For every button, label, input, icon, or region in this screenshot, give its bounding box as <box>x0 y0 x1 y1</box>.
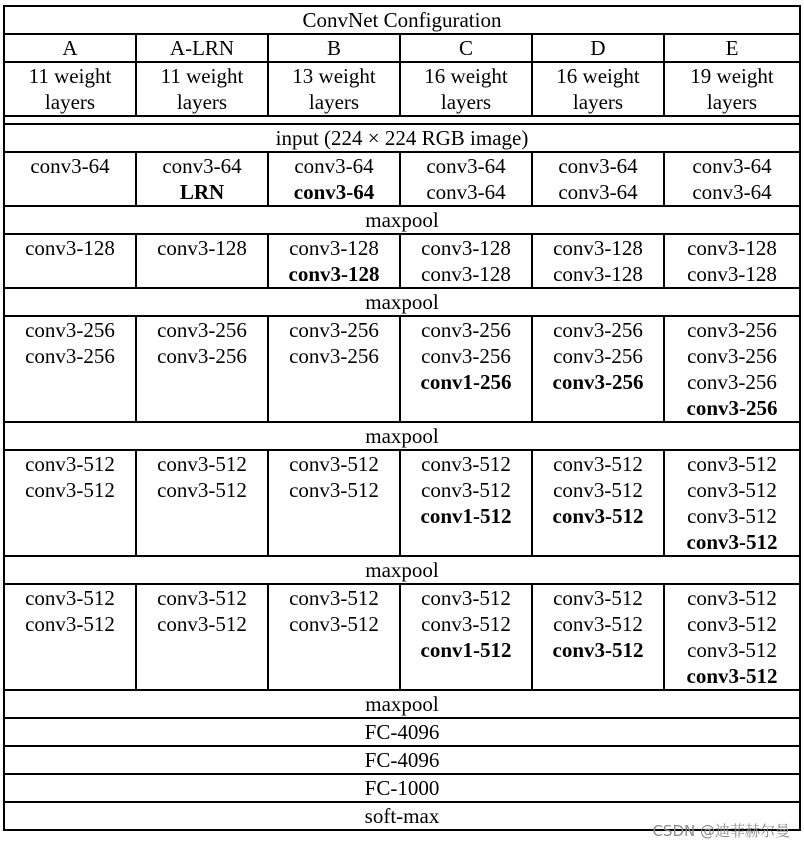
depth-line: layers <box>176 90 228 114</box>
depth-cell <box>664 62 800 116</box>
layer-label: conv3-256 <box>686 396 778 420</box>
column-header: D <box>532 34 664 62</box>
column-header: A <box>4 34 136 62</box>
table-title: ConvNet Configuration <box>4 6 800 34</box>
layer-label: conv3-512 <box>289 586 379 610</box>
layer-cell <box>400 450 532 556</box>
layer-cell <box>532 584 664 690</box>
layer-label: conv3-128 <box>421 262 511 286</box>
layer-block-row <box>4 450 800 556</box>
layer-cell <box>532 234 664 288</box>
maxpool-label-row <box>4 288 800 316</box>
layer-label: conv3-512 <box>421 612 511 636</box>
layer-label: conv3-64 <box>162 154 242 178</box>
layer-label: conv3-512 <box>553 612 643 636</box>
layer-block-row <box>4 234 800 288</box>
layer-cell <box>4 584 136 690</box>
layer-label: conv3-128 <box>553 236 643 260</box>
layer-label: conv3-64 <box>30 154 110 178</box>
layer-cell <box>136 450 268 556</box>
layer-label: conv1-256 <box>420 370 512 394</box>
layer-cell <box>4 316 136 422</box>
layer-label: conv3-512 <box>157 478 247 502</box>
layer-label: conv3-512 <box>421 478 511 502</box>
layer-label: conv3-512 <box>25 586 115 610</box>
depth-row <box>4 62 800 116</box>
layer-label: conv3-128 <box>687 262 777 286</box>
layer-cell <box>136 234 268 288</box>
maxpool-label-row <box>4 556 800 584</box>
maxpool-label: maxpool <box>4 556 800 584</box>
layer-label: conv3-64 <box>558 180 638 204</box>
maxpool-label: maxpool <box>4 422 800 450</box>
depth-line: 11 weight <box>28 64 112 88</box>
layer-block-row <box>4 584 800 690</box>
layer-cell <box>268 584 400 690</box>
layer-label: conv3-512 <box>686 664 778 688</box>
layer-cell <box>400 152 532 206</box>
depth-line: layers <box>308 90 360 114</box>
layer-label: conv3-256 <box>289 318 379 342</box>
column-header: C <box>400 34 532 62</box>
depth-line: 19 weight <box>690 64 774 88</box>
layer-label: conv3-512 <box>552 504 644 528</box>
layer-label: conv3-512 <box>25 478 115 502</box>
layer-label: LRN <box>179 180 225 204</box>
depth-line: 16 weight <box>556 64 640 88</box>
depth-line: layers <box>440 90 492 114</box>
maxpool-label: maxpool <box>4 288 800 316</box>
layer-label: conv3-128 <box>157 236 247 260</box>
tail-layer-label: FC-4096 <box>4 718 800 746</box>
layer-label: conv3-128 <box>288 262 380 286</box>
layer-label: conv3-512 <box>157 612 247 636</box>
depth-line: layers <box>706 90 758 114</box>
layer-cell <box>400 316 532 422</box>
layer-label: conv3-512 <box>289 478 379 502</box>
input-row-label: input (224 × 224 RGB image) <box>4 124 800 152</box>
layer-cell <box>664 316 800 422</box>
layer-label: conv3-512 <box>25 612 115 636</box>
depth-cell <box>532 62 664 116</box>
tail-layer-label: maxpool <box>4 690 800 718</box>
layer-cell <box>4 450 136 556</box>
layer-label: conv3-64 <box>692 154 772 178</box>
layer-label: conv3-128 <box>25 236 115 260</box>
layer-label: conv3-512 <box>421 452 511 476</box>
depth-cell <box>136 62 268 116</box>
maxpool-label-row <box>4 206 800 234</box>
layer-label: conv3-512 <box>289 452 379 476</box>
layer-label: conv3-512 <box>687 478 777 502</box>
column-header: E <box>664 34 800 62</box>
layer-label: conv3-64 <box>294 154 374 178</box>
depth-cell <box>400 62 532 116</box>
layer-label: conv3-512 <box>687 612 777 636</box>
layer-label: conv3-128 <box>289 236 379 260</box>
layer-label: conv3-256 <box>687 318 777 342</box>
layer-label: conv3-256 <box>289 344 379 368</box>
separator <box>4 116 800 124</box>
layer-label: conv3-128 <box>553 262 643 286</box>
layer-cell <box>664 584 800 690</box>
layer-label: conv3-64 <box>692 180 772 204</box>
convnet-config-table-wrapper <box>3 5 799 831</box>
layer-label: conv3-512 <box>157 452 247 476</box>
layer-block-row <box>4 316 800 422</box>
layer-cell <box>664 152 800 206</box>
layer-cell <box>268 450 400 556</box>
tail-layer-label-row <box>4 718 800 746</box>
layer-label: conv3-256 <box>157 344 247 368</box>
layer-cell <box>136 584 268 690</box>
tail-layer-label-row <box>4 746 800 774</box>
layer-label: conv3-128 <box>421 236 511 260</box>
layer-label: conv3-64 <box>426 180 506 204</box>
separator-row <box>4 116 800 124</box>
depth-line: layers <box>44 90 96 114</box>
layer-label: conv3-256 <box>687 344 777 368</box>
layer-cell <box>268 152 400 206</box>
layer-label: conv3-256 <box>553 344 643 368</box>
layer-label: conv3-512 <box>552 638 644 662</box>
depth-line: layers <box>572 90 624 114</box>
tail-layer-label: FC-4096 <box>4 746 800 774</box>
maxpool-label-row <box>4 422 800 450</box>
input-row-label-row <box>4 124 800 152</box>
layer-label: conv3-512 <box>289 612 379 636</box>
convnet-config-table <box>3 5 801 831</box>
layer-label: conv3-256 <box>421 318 511 342</box>
tail-layer-label: soft-max <box>4 802 800 830</box>
layer-label: conv3-256 <box>25 344 115 368</box>
watermark: CSDN @迪菲赫尔曼 <box>652 822 790 840</box>
depth-cell <box>268 62 400 116</box>
layer-label: conv1-512 <box>420 504 512 528</box>
layer-block-row <box>4 152 800 206</box>
layer-cell <box>136 152 268 206</box>
layer-cell <box>532 450 664 556</box>
layer-label: conv3-64 <box>293 180 375 204</box>
layer-cell <box>664 234 800 288</box>
layer-label: conv3-512 <box>686 530 778 554</box>
layer-cell <box>268 316 400 422</box>
layer-cell <box>400 234 532 288</box>
table-title-row <box>4 6 800 34</box>
depth-cell <box>4 62 136 116</box>
layer-cell <box>4 234 136 288</box>
maxpool-label: maxpool <box>4 206 800 234</box>
layer-label: conv3-256 <box>25 318 115 342</box>
layer-cell <box>532 152 664 206</box>
column-header: A-LRN <box>136 34 268 62</box>
layer-label: conv3-512 <box>687 452 777 476</box>
layer-label: conv3-64 <box>426 154 506 178</box>
depth-line: 11 weight <box>160 64 244 88</box>
depth-line: 16 weight <box>424 64 508 88</box>
column-header-row <box>4 34 800 62</box>
layer-label: conv3-256 <box>552 370 644 394</box>
tail-layer-label-row <box>4 690 800 718</box>
layer-label: conv3-512 <box>687 504 777 528</box>
tail-layer-label-row <box>4 774 800 802</box>
layer-label: conv3-512 <box>25 452 115 476</box>
layer-cell <box>4 152 136 206</box>
layer-label: conv3-512 <box>421 586 511 610</box>
layer-cell <box>664 450 800 556</box>
layer-label: conv3-128 <box>687 236 777 260</box>
layer-label: conv3-512 <box>553 452 643 476</box>
layer-label: conv3-256 <box>553 318 643 342</box>
layer-label: conv3-256 <box>421 344 511 368</box>
layer-label: conv3-512 <box>687 638 777 662</box>
layer-label: conv3-512 <box>687 586 777 610</box>
layer-label: conv3-64 <box>558 154 638 178</box>
layer-label: conv3-512 <box>553 478 643 502</box>
layer-label: conv3-256 <box>157 318 247 342</box>
layer-cell <box>532 316 664 422</box>
layer-cell <box>400 584 532 690</box>
layer-label: conv3-512 <box>157 586 247 610</box>
layer-cell <box>136 316 268 422</box>
layer-label: conv1-512 <box>420 638 512 662</box>
layer-cell <box>268 234 400 288</box>
layer-label: conv3-512 <box>553 586 643 610</box>
column-header: B <box>268 34 400 62</box>
layer-label: conv3-256 <box>687 370 777 394</box>
tail-layer-label: FC-1000 <box>4 774 800 802</box>
depth-line: 13 weight <box>292 64 376 88</box>
